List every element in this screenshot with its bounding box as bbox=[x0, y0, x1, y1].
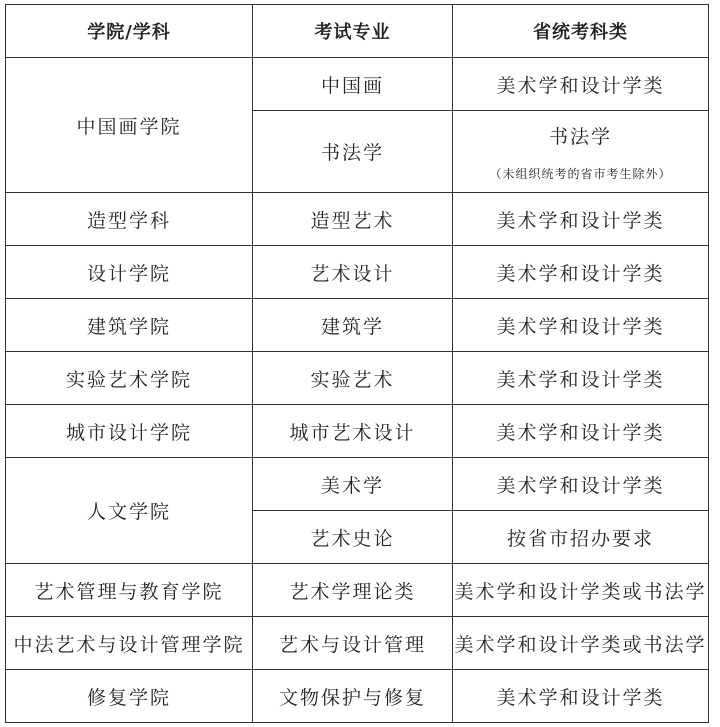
category-cell: 美术学和设计学类 bbox=[453, 352, 709, 405]
header-category: 省统考科类 bbox=[453, 5, 709, 58]
major-cell: 文物保护与修复 bbox=[253, 670, 453, 723]
category-cell: 按省市招办要求 bbox=[453, 511, 709, 564]
category-cell: 美术学和设计学类或书法学 bbox=[453, 617, 709, 670]
college-cell: 设计学院 bbox=[6, 246, 253, 299]
college-cell: 中法艺术与设计管理学院 bbox=[6, 617, 253, 670]
category-cell: 美术学和设计学类 bbox=[453, 405, 709, 458]
category-cell: 美术学和设计学类 bbox=[453, 299, 709, 352]
major-cell: 中国画 bbox=[253, 58, 453, 111]
college-cell: 艺术管理与教育学院 bbox=[6, 564, 253, 617]
header-major: 考试专业 bbox=[253, 5, 453, 58]
table-row bbox=[6, 564, 709, 617]
table-row bbox=[6, 299, 709, 352]
college-cell: 建筑学院 bbox=[6, 299, 253, 352]
table-row bbox=[6, 458, 709, 511]
college-cell: 造型学科 bbox=[6, 193, 253, 246]
major-cell: 城市艺术设计 bbox=[253, 405, 453, 458]
header-row bbox=[6, 5, 709, 58]
category-cell bbox=[453, 111, 709, 193]
major-cell: 艺术与设计管理 bbox=[253, 617, 453, 670]
admissions-table bbox=[5, 4, 709, 723]
table-row bbox=[6, 193, 709, 246]
category-note: （未组织统考的省市考生除外） bbox=[489, 166, 672, 181]
major-cell: 艺术学理论类 bbox=[253, 564, 453, 617]
category-cell: 美术学和设计学类 bbox=[453, 193, 709, 246]
major-cell: 美术学 bbox=[253, 458, 453, 511]
category-cell: 美术学和设计学类或书法学 bbox=[453, 564, 709, 617]
college-cell: 城市设计学院 bbox=[6, 405, 253, 458]
table-row bbox=[6, 58, 709, 111]
table-row bbox=[6, 617, 709, 670]
header-college: 学院/学科 bbox=[6, 5, 253, 58]
major-cell: 实验艺术 bbox=[253, 352, 453, 405]
college-cell: 修复学院 bbox=[6, 670, 253, 723]
category-text: 书法学 bbox=[548, 125, 612, 148]
major-cell: 建筑学 bbox=[253, 299, 453, 352]
table-row bbox=[6, 405, 709, 458]
college-cell: 中国画学院 bbox=[6, 58, 253, 193]
college-cell: 人文学院 bbox=[6, 458, 253, 564]
category-cell: 美术学和设计学类 bbox=[453, 458, 709, 511]
table-row bbox=[6, 246, 709, 299]
table-row bbox=[6, 670, 709, 723]
major-cell: 艺术史论 bbox=[253, 511, 453, 564]
category-cell: 美术学和设计学类 bbox=[453, 58, 709, 111]
category-cell: 美术学和设计学类 bbox=[453, 246, 709, 299]
major-cell: 造型艺术 bbox=[253, 193, 453, 246]
table-row bbox=[6, 352, 709, 405]
major-cell: 艺术设计 bbox=[253, 246, 453, 299]
major-cell: 书法学 bbox=[253, 111, 453, 193]
college-cell: 实验艺术学院 bbox=[6, 352, 253, 405]
category-cell: 美术学和设计学类 bbox=[453, 670, 709, 723]
